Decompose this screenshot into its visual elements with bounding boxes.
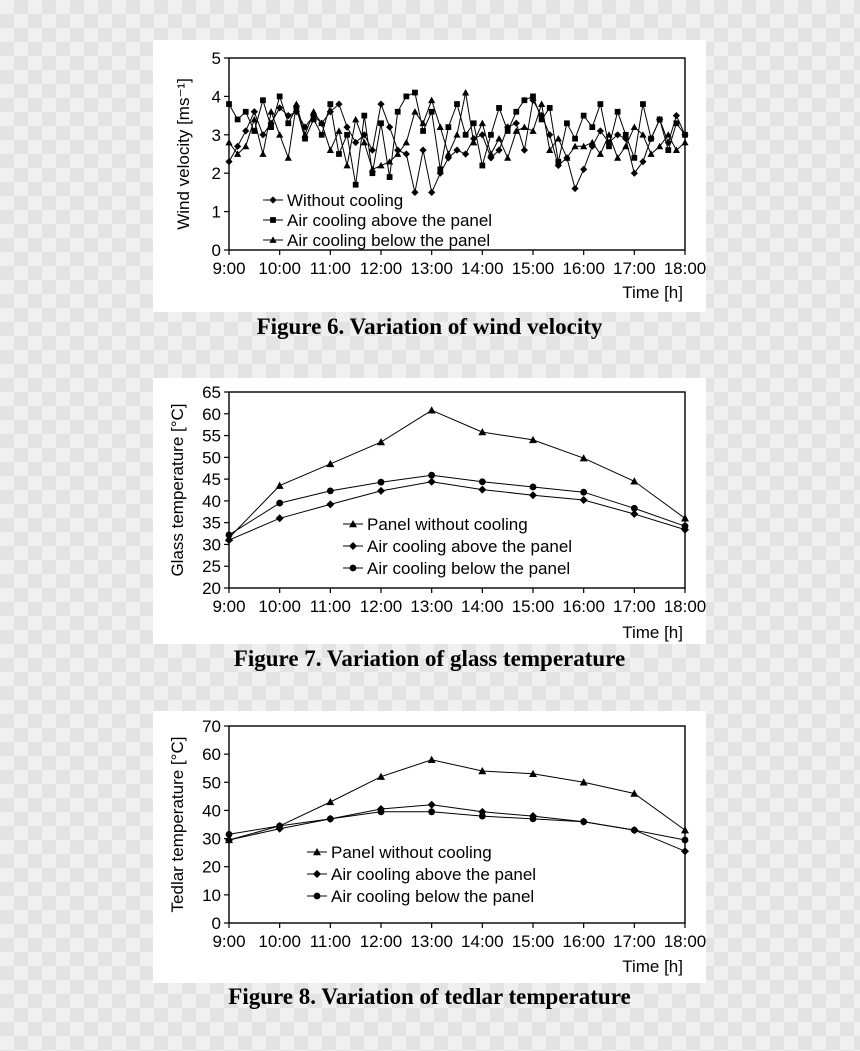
data-point [260,97,266,103]
x-tick-label: 17:00 [613,259,656,278]
x-tick-label: 17:00 [613,597,656,616]
y-tick-label: 5 [211,49,221,68]
data-point [242,127,249,134]
data-point [597,127,604,134]
data-point [470,139,477,145]
data-point [369,166,376,172]
data-point [505,128,511,134]
x-tick-label: 12:00 [359,597,403,616]
x-tick-label: 9:00 [212,259,246,278]
data-point [681,826,689,833]
data-point [564,120,570,126]
data-point [226,831,233,838]
series-line [229,812,685,840]
legend-entry: Air cooling above the panel [287,211,493,230]
y-axis-label: Glass temperature [°C] [168,403,187,577]
data-point [412,90,418,96]
y-tick-label: 70 [202,717,221,736]
legend-entry: Panel without cooling [367,515,528,534]
tedlar-temperature-chart [153,711,706,983]
data-point [225,158,232,165]
data-point [597,150,604,156]
x-tick-label: 9:00 [212,932,246,951]
data-point [521,124,528,130]
data-point [615,109,621,115]
legend-entry: Air cooling below the panel [331,887,535,906]
x-axis-label: Time [h] [622,283,683,302]
data-point [580,818,587,825]
y-tick-label: 0 [211,914,221,933]
data-point [530,815,537,822]
data-point [235,117,241,123]
data-point [395,109,401,115]
data-point [267,108,274,114]
data-point [343,162,350,168]
data-point [378,808,385,815]
data-point [445,150,452,156]
data-point [631,170,638,177]
data-point [437,124,444,130]
data-point [471,120,477,126]
glass-temperature-chart [153,378,706,644]
data-point [361,113,367,119]
y-tick-label: 10 [202,885,221,905]
data-point [673,112,680,119]
data-point [353,182,359,188]
legend-entry: Panel without cooling [331,843,492,862]
data-point [428,756,436,763]
data-point [344,132,350,138]
data-point [234,143,241,150]
y-tick-label: 25 [202,557,221,577]
x-tick-label: 18:00 [663,597,706,616]
x-axis-label: Time [h] [622,623,683,642]
data-point [665,147,671,153]
data-point [411,189,418,196]
x-tick-label: 12:00 [359,932,403,951]
legend-entry: Air cooling below the panel [367,559,571,578]
figure-8-caption: Figure 8. Variation of tedlar temperature [228,984,631,1009]
legend-marker [349,542,357,550]
figure-6-panel [153,40,706,312]
data-point [285,154,292,160]
legend-marker [313,870,321,878]
data-point [462,150,469,157]
data-point [285,120,291,126]
data-point [327,815,334,822]
x-tick-label: 15:00 [511,259,555,278]
data-point [682,132,688,138]
y-tick-label: 30 [202,535,221,555]
data-point [319,132,325,138]
data-point [682,523,689,530]
x-tick-label: 16:00 [562,597,605,616]
data-point [428,478,436,486]
x-tick-label: 11:00 [309,932,351,951]
data-point [606,143,612,149]
y-tick-label: 20 [202,579,221,598]
data-point [428,801,436,809]
data-point [681,139,688,145]
data-point [377,438,385,445]
y-axis-label: Wind velocity [ms⁻¹] [174,78,193,230]
figure-7-caption: Figure 7. Variation of glass temperature [233,646,626,671]
data-point [259,131,266,138]
data-point [326,500,334,508]
y-tick-label: 40 [202,801,221,821]
y-tick-label: 65 [202,383,221,402]
y-tick-label: 50 [202,773,221,793]
data-point [571,185,578,192]
series-panel-without-cooling [225,756,689,843]
legend [343,515,572,578]
data-point [377,162,384,168]
data-point [614,154,621,160]
y-tick-label: 1 [211,202,221,222]
data-point [259,150,266,156]
data-point [428,808,435,815]
data-point [631,505,638,512]
x-tick-label: 9:00 [212,597,246,616]
y-tick-label: 60 [202,404,221,424]
data-point [504,154,511,160]
wind-velocity-chart [153,40,706,312]
data-point [572,136,578,142]
y-tick-label: 40 [202,491,221,511]
data-point [478,428,486,435]
y-tick-label: 55 [202,426,221,446]
data-point [521,147,528,154]
data-point [580,496,588,504]
x-tick-label: 16:00 [562,259,605,278]
data-point [336,151,342,157]
x-tick-label: 15:00 [511,932,555,951]
data-point [386,124,393,131]
x-tick-label: 16:00 [562,932,605,951]
data-point [428,472,435,479]
data-point [327,487,334,494]
data-point [580,489,587,496]
x-tick-label: 12:00 [359,259,403,278]
data-point [488,132,494,138]
x-tick-label: 18:00 [663,259,706,278]
data-point [377,487,385,495]
legend-entry: Without cooling [287,191,404,210]
y-tick-label: 60 [202,745,221,765]
data-point [580,454,588,461]
data-point [437,166,443,172]
data-point [420,128,426,134]
data-point [555,159,561,165]
x-tick-label: 14:00 [461,597,504,616]
data-point [463,132,469,138]
figure-7-panel [153,378,706,644]
data-point [327,101,333,107]
x-tick-label: 13:00 [410,259,453,278]
data-point [403,139,410,145]
x-tick-label: 10:00 [258,597,301,616]
data-point [513,109,519,115]
data-point [630,477,638,484]
x-tick-label: 13:00 [410,932,453,951]
data-point [529,491,537,499]
legend-entry: Air cooling above the panel [331,865,537,884]
data-point [327,147,334,153]
legend [263,191,492,250]
x-tick-label: 15:00 [511,597,555,616]
data-point [530,94,536,100]
data-point [530,484,537,491]
data-point [276,482,284,489]
data-point [277,94,283,100]
data-point [387,174,393,180]
legend [307,843,536,906]
data-point [681,847,689,855]
data-point [343,124,350,131]
x-tick-label: 13:00 [410,597,453,616]
data-point [268,124,274,130]
data-point [623,132,629,138]
legend-marker [270,217,276,223]
data-point [326,798,334,805]
data-point [310,108,317,114]
y-tick-label: 4 [211,87,221,107]
data-point [446,124,452,130]
figure-6-caption: Figure 6. Variation of wind velocity [256,314,603,339]
data-point [276,131,283,137]
x-tick-label: 17:00 [613,932,656,951]
data-point [529,127,536,133]
data-point [622,143,629,149]
y-tick-label: 3 [211,125,221,145]
data-point [681,514,689,521]
data-point [251,108,258,115]
data-point [403,150,410,157]
data-point [478,486,486,494]
data-point [276,823,283,830]
data-point [555,135,562,141]
data-point [496,105,502,111]
data-point [547,105,553,111]
legend-marker [314,893,321,900]
y-axis-label: Tedlar temperature [°C] [168,736,187,913]
data-point [377,100,384,107]
data-point [479,813,486,820]
data-point [428,189,435,196]
legend-marker [350,565,357,572]
y-tick-label: 2 [211,164,221,184]
y-tick-label: 45 [202,470,221,490]
figure-8-panel [153,711,706,983]
data-point [462,89,469,95]
x-tick-label: 18:00 [663,932,706,951]
y-tick-label: 30 [202,829,221,849]
data-point [479,478,486,485]
x-tick-label: 11:00 [309,259,351,278]
data-point [640,101,646,107]
x-tick-label: 14:00 [461,932,504,951]
x-axis-label: Time [h] [622,957,683,976]
data-point [657,117,663,123]
x-tick-label: 10:00 [258,932,301,951]
data-point [453,131,460,137]
data-point [454,101,460,107]
data-point [538,100,545,106]
x-tick-label: 11:00 [309,597,351,616]
data-point [631,827,638,834]
data-point [479,163,485,169]
x-tick-label: 10:00 [258,259,301,278]
data-point [276,500,283,507]
legend-entry: Air cooling below the panel [287,231,491,250]
data-point [226,531,233,538]
data-point [589,124,595,130]
data-point [522,97,528,103]
data-point [225,139,232,145]
data-point [598,101,604,107]
data-point [403,94,409,100]
data-point [378,120,384,126]
data-point [428,406,436,413]
data-point [429,109,435,115]
data-point [682,837,689,844]
data-point [276,514,284,522]
data-point [335,127,342,133]
series-air-cooling-above-the-panel [225,478,689,544]
data-point [674,120,680,126]
data-point [411,108,418,114]
data-point [352,116,359,122]
data-point [581,113,587,119]
data-point [479,120,486,126]
data-point [378,479,385,486]
y-tick-label: 20 [202,857,221,877]
y-tick-label: 0 [211,241,221,260]
data-point [226,101,232,107]
y-tick-label: 50 [202,448,221,468]
legend-entry: Air cooling above the panel [367,537,573,556]
data-point [580,166,587,173]
data-point [631,124,638,130]
data-point [243,109,249,115]
series-line [229,760,685,840]
data-point [293,100,300,106]
data-point [495,135,502,141]
data-point [513,120,520,127]
data-point [242,143,249,149]
y-tick-label: 35 [202,513,221,533]
data-point [428,97,435,103]
legend-marker [269,196,276,203]
x-tick-label: 14:00 [461,259,504,278]
data-point [419,147,426,154]
data-point [326,460,334,467]
data-point [648,136,654,142]
data-point [631,155,637,161]
